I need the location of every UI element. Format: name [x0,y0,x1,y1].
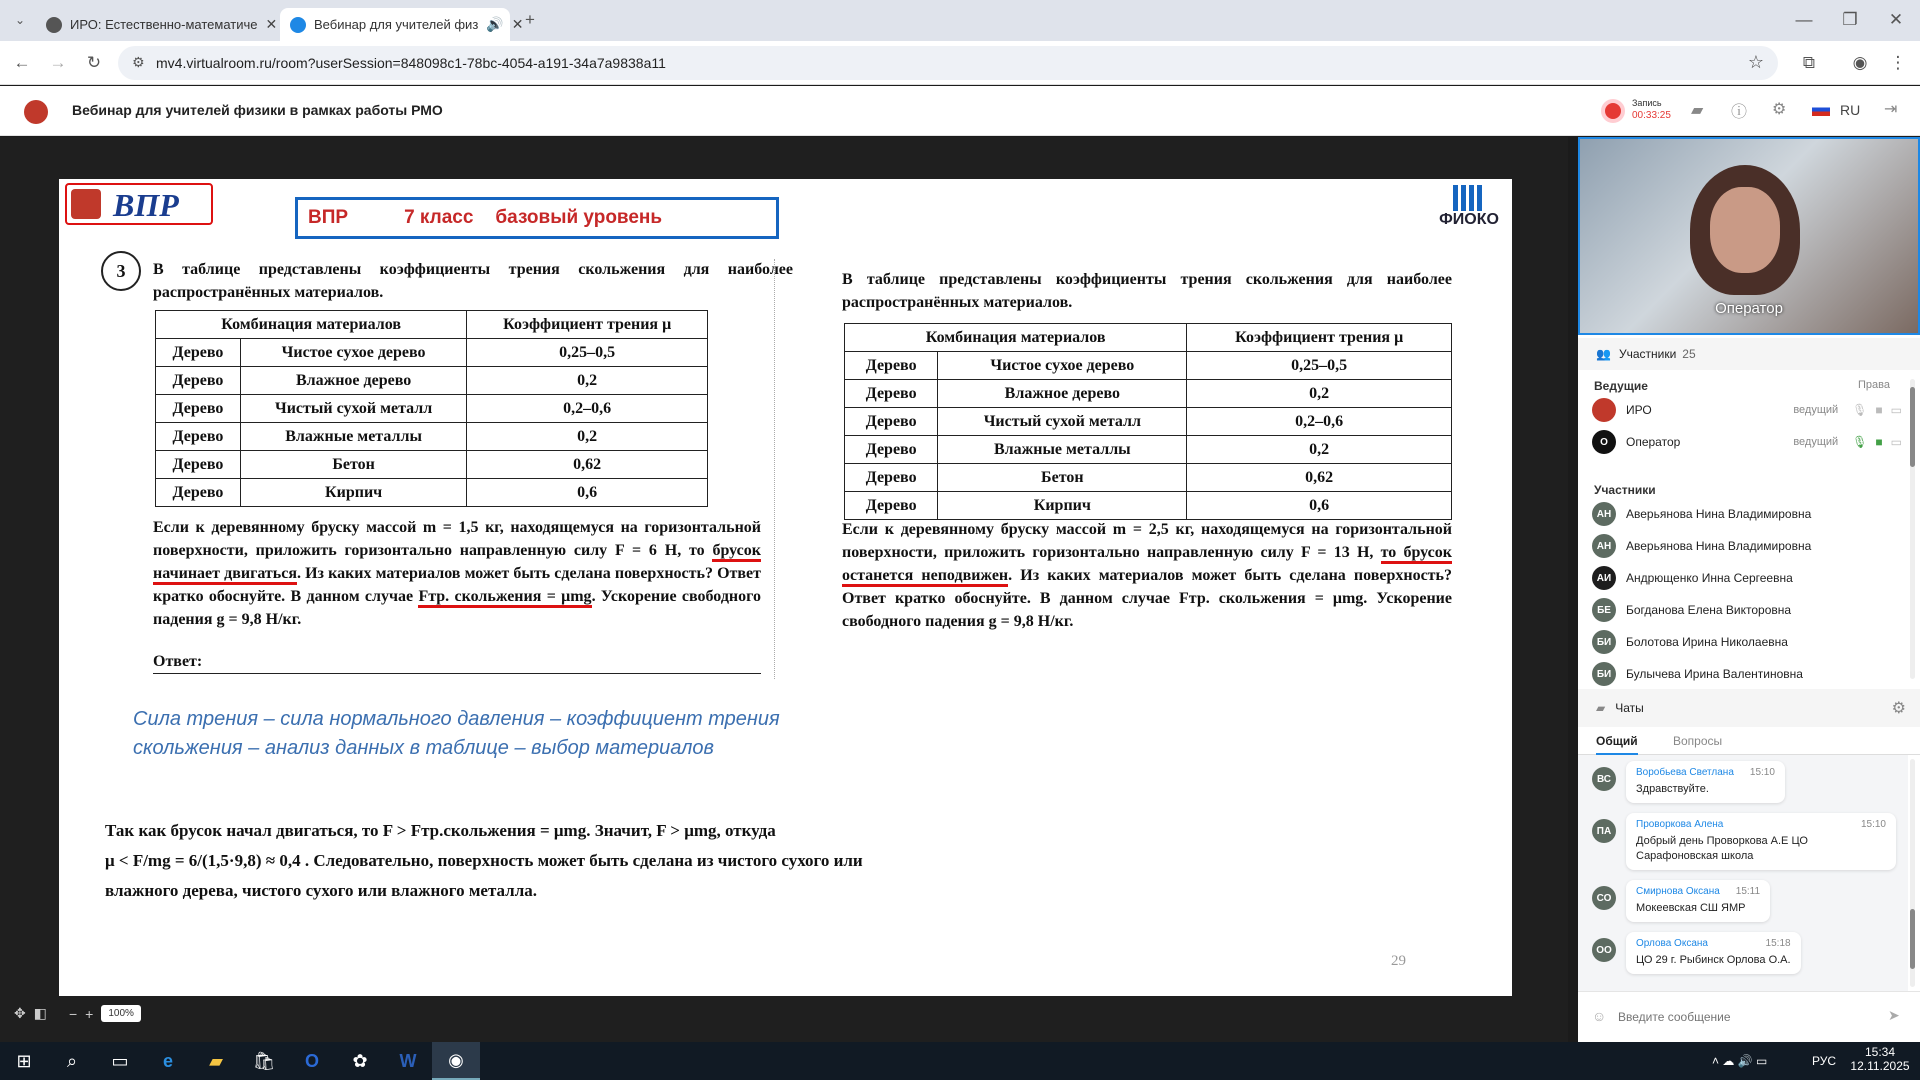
avatar [1592,398,1616,422]
chat-message [1592,932,1908,974]
screen-share-icon[interactable]: ▭ [1890,435,1902,449]
exit-icon[interactable]: ⇥ [1884,101,1898,118]
info-icon[interactable]: ⓘ [1731,104,1748,121]
chat-message [1592,880,1908,922]
participant-name: Богданова Елена Викторовна [1626,603,1792,617]
send-icon[interactable]: ➤ [1888,1007,1900,1023]
mic-icon[interactable]: 🎙 [1852,403,1868,417]
tab-questions[interactable]: Вопросы [1673,734,1723,748]
profile-icon[interactable]: ◉ [1852,53,1868,72]
chat-author: Смирнова Оксана [1636,886,1720,897]
presentation-slide [59,179,1512,996]
answer-line: Ответ: [153,650,761,674]
table-cell: 0,6 [1187,492,1452,520]
chrome-icon[interactable]: ◉ [432,1042,480,1080]
chat-time: 15:11 [1735,886,1761,897]
settings-icon[interactable]: ⚙ [1772,101,1787,118]
task-text-right: Если к деревянному бруску массой m = 2,5 кг, находящемуся на горизонтальной поверхности, приложить горизонтально направленную силу F = 13 Н, то брусок останется неподвижен. Из каких материалов может быть сделана поверхность? Ответ кратко обоснуйте. В данном случае Fтр. скольжения = μmg. Ускорение свободного падения g = 9,8 Н/кг. [842,521,1452,630]
underlined-phrase: то брусок останется неподвижен [842,544,1452,587]
table-row [845,408,1452,436]
participant-role: ведущий [1793,404,1839,416]
extensions-icon[interactable]: ⧉ [1802,53,1816,72]
solution-line: μ < F/mg = 6/(1,5·9,8) ≈ 0,4 . Следовательно, поверхность может быть сделана из чистого сухого или [105,851,863,870]
zoom-level[interactable]: 100% [101,1005,141,1022]
table-cell: Дерево [845,492,938,520]
members-label: Участники [1594,483,1656,497]
move-icon[interactable]: ✥ [14,1005,26,1021]
avatar: О [1592,430,1616,454]
table-cell: Дерево [845,464,938,492]
table-cell: Дерево [156,367,241,395]
table-cell: 0,62 [1187,464,1452,492]
table-cell: 0,2–0,6 [1187,408,1452,436]
table-cell: Дерево [156,395,241,423]
browser-tab-bar [0,0,1920,41]
app-icon[interactable]: ✿ [352,1050,368,1071]
chat-text: ЦО 29 г. Рыбинск Орлова О.А. [1636,954,1791,966]
table-cell: 0,25–0,5 [467,339,708,367]
table-cell: 0,62 [467,451,708,479]
table-row [156,451,708,479]
table-cell: Кирпич [240,479,466,507]
tab-webinar[interactable]: Вебинар для учителей физ 🔊 ✕ [280,8,510,41]
task-intro-right: В таблице представлены коэффициенты трения скольжения для наиболее распространённых материалов. [842,271,1452,311]
members-list [1592,498,1902,681]
table-cell: 0,2 [1187,380,1452,408]
screen-share-icon[interactable]: ▭ [1890,403,1902,417]
avatar: ОО [1592,938,1616,962]
hosts-label: Ведущие [1594,379,1648,393]
menu-icon[interactable]: ⋮ [1889,53,1907,72]
task-number: 3 [101,251,141,291]
tab-iro[interactable]: ИРО: Естественно-математиче ✕ [36,8,276,41]
friction-table-left [155,310,708,507]
chat-message [1592,761,1908,803]
table-cell: Дерево [156,451,241,479]
participants-header[interactable]: 👥 Участники 25 [1578,338,1920,370]
table-cell: 0,6 [467,479,708,507]
table-header: Коэффициент трения μ [1187,324,1452,352]
clock[interactable]: 15:34 12.11.2025 [1850,1045,1910,1073]
chat-messages [1578,755,1908,991]
chat-text: Добрый день Проворкова А.Е ЦО Сарафоновская школа [1636,835,1808,862]
underlined-phrase: брусок начинает двигаться [153,542,761,585]
member-row[interactable] [1592,530,1902,562]
table-cell: 0,2 [467,423,708,451]
table-row [156,339,708,367]
table-row [845,352,1452,380]
table-row [845,436,1452,464]
record-label: Запись [1632,98,1662,108]
table-header: Комбинация материалов [156,311,467,339]
bookmark-star-icon[interactable]: ☆ [1747,52,1764,72]
fit-icon[interactable]: ◧ [33,1005,47,1021]
table-cell: 0,2 [467,367,708,395]
underlined-formula: Fтр. скольжения = μmg [418,588,591,608]
avatar: БЕ [1592,598,1616,622]
table-row [156,395,708,423]
vpr-banner: ВПР 7 класс базовый уровень [295,197,779,239]
table-cell: 0,25–0,5 [1187,352,1452,380]
url-field[interactable]: ⚙ mv4.virtualroom.ru/room?userSession=848098c1-78bc-4054-a191-34a7a9838a11 ☆ [118,46,1778,80]
task-text-left: Если к деревянному бруску массой m = 1,5 кг, находящемуся на горизонтальной поверхности, приложить горизонтально направленную силу F = 6 Н, то брусок начинает двигаться. Из каких материалов может быть сделана поверхность? Ответ кратко обоснуйте. В данном случае Fтр. скольжения = μmg. Ускорение свободного падения g = 9,8 Н/кг. [153,519,761,628]
solution-line: влажного дерева, чистого сухого или влажного металла. [105,881,538,900]
video-caption: Оператор [1715,300,1783,317]
close-tab-icon[interactable]: ✕ [265,16,278,32]
participant-name: ИРО [1626,403,1652,417]
avatar: СО [1592,886,1616,910]
new-tab-icon[interactable]: + [525,10,535,29]
people-icon: 👥 [1596,347,1611,361]
solution-line: Так как брусок начал двигаться, то F > Fтр.скольжения = μmg. Значит, F > μmg, откуда [105,821,776,840]
chat-input-bar [1578,991,1920,1042]
participant-role: ведущий [1793,436,1839,448]
app-header [0,86,1920,136]
avatar: АН [1592,502,1616,526]
close-window-icon[interactable]: ✕ [1888,10,1904,29]
friction-table-right [844,323,1452,520]
avatar: ПА [1592,819,1616,843]
fioko-emblem-icon [1453,185,1485,211]
table-row [156,423,708,451]
globe-icon [46,17,62,33]
chat-author: Проворкова Алена [1636,819,1724,830]
tab-general[interactable]: Общий [1596,734,1638,755]
avatar: БИ [1592,662,1616,686]
table-cell: Дерево [845,408,938,436]
table-cell: Влажное дерево [240,367,466,395]
member-row[interactable] [1592,594,1902,626]
table-cell: Чистый сухой металл [240,395,466,423]
chat-message [1592,813,1908,870]
avatar: АН [1592,534,1616,558]
chat-author: Орлова Оксана [1636,938,1708,949]
hosts-list [1592,394,1902,458]
table-row [845,492,1452,520]
chat-text: Мокеевская СШ ЯМР [1636,902,1746,914]
video-feed[interactable] [1578,137,1920,335]
host-row[interactable] [1592,426,1902,458]
avatar: ВС [1592,767,1616,791]
zoom-in-button[interactable]: + [85,1005,94,1022]
camera-icon[interactable]: ■ [1875,435,1883,449]
app-logo-icon [24,100,48,124]
table-cell: 0,2 [1187,436,1452,464]
participant-name: Аверьянова Нина Владимировна [1626,539,1812,553]
chat-author: Воробьева Светлана [1636,767,1734,778]
close-tab-icon[interactable]: ✕ [511,16,524,32]
table-row [156,479,708,507]
divider [774,259,775,679]
zoom-out-button[interactable]: − [68,1005,78,1022]
table-cell: Влажные металлы [240,423,466,451]
word-icon[interactable]: W [399,1050,417,1071]
record-time: 00:33:25 [1632,110,1671,121]
participant-name: Андрющенко Инна Сергеевна [1626,571,1793,585]
participant-name: Булычева Ирина Валентиновна [1626,667,1803,681]
table-cell: Дерево [845,352,938,380]
table-cell: Влажное дерево [938,380,1187,408]
chat-tabs [1578,727,1920,755]
windows-start-icon[interactable]: ⊞ [16,1050,32,1071]
table-cell: Чистый сухой металл [938,408,1187,436]
chat-message-input[interactable] [1618,1002,1878,1032]
solution-text [105,816,985,906]
file-explorer-icon[interactable]: ▰ [209,1050,223,1071]
table-cell: Дерево [156,423,241,451]
table-cell: Бетон [938,464,1187,492]
chat-text: Здравствуйте. [1636,783,1709,795]
chat-scrollbar[interactable] [1910,759,1915,987]
host-row[interactable] [1592,394,1902,426]
back-icon[interactable]: ← [13,53,31,72]
member-row[interactable] [1592,562,1902,594]
task-view-icon[interactable]: ▭ [111,1050,129,1071]
participant-name: Аверьянова Нина Владимировна [1626,507,1812,521]
chats-header: ▰ Чаты ⚙ [1578,689,1920,727]
tray-icons[interactable]: ˄ ☁ 🔊 ▭ [1712,1054,1768,1068]
vpr-logo: ВПР [65,183,213,225]
avatar: АИ [1592,566,1616,590]
tab-search-icon[interactable]: ⌄ [14,13,26,27]
blue-note: Сила трения – сила нормального давления – коэффициент трения скольжения – анализ данных в таблице – выбор материалов [133,708,780,759]
mic-icon[interactable]: 🎙 [1852,435,1868,449]
page-number: 29 [1391,953,1406,969]
edge-icon[interactable]: e [162,1050,173,1071]
member-row[interactable] [1592,626,1902,658]
participant-name: Болотова Ирина Николаевна [1626,635,1788,649]
chat-icon: ▰ [1596,701,1606,715]
table-row [845,380,1452,408]
table-cell: Влажные металлы [938,436,1187,464]
table-cell: 0,2–0,6 [467,395,708,423]
forward-icon[interactable]: → [49,53,67,72]
search-icon[interactable]: ⌕ [66,1050,78,1071]
windows-taskbar [0,1042,1920,1080]
webinar-title: Вебинар для учителей физики в рамках работы РМО [72,102,443,118]
table-cell: Чистое сухое дерево [938,352,1187,380]
record-icon[interactable] [1601,99,1625,123]
chat-settings-icon[interactable]: ⚙ [1891,700,1906,717]
chat-time: 15:10 [1749,767,1775,778]
russia-flag-icon[interactable] [1812,103,1830,116]
chat-time: 15:10 [1860,819,1886,830]
table-header: Комбинация материалов [845,324,1187,352]
restore-icon[interactable]: ❐ [1842,10,1858,29]
table-cell: Дерево [156,339,241,367]
outlook-icon[interactable]: O [304,1050,319,1071]
participant-name: Оператор [1626,435,1681,449]
table-cell: Чистое сухое дерево [240,339,466,367]
avatar: БИ [1592,630,1616,654]
emoji-icon[interactable]: ☺ [1592,1008,1607,1024]
input-language[interactable]: РУС [1812,1054,1837,1068]
table-cell: Дерево [156,479,241,507]
site-info-icon[interactable]: ⚙ [132,54,145,70]
table-cell: Дерево [845,380,938,408]
camera-icon[interactable]: ■ [1875,403,1883,417]
member-row[interactable] [1592,498,1902,530]
table-cell: Бетон [240,451,466,479]
zoom-controls [14,1005,141,1022]
fioko-logo: ФИОКО [1434,185,1504,229]
browser-address-bar [0,41,1920,85]
store-icon[interactable]: 🛍 [252,1050,276,1071]
vpr-emblem-icon [71,189,101,219]
table-row [845,464,1452,492]
folder-icon[interactable]: ▰ [1691,102,1704,119]
audio-icon[interactable]: 🔊 [486,16,504,32]
table-header: Коэффициент трения μ [467,311,708,339]
reload-icon[interactable]: ↻ [86,53,102,72]
right-panel [1578,137,1920,1042]
chat-time: 15:18 [1765,938,1791,949]
rights-label: Права [1858,379,1890,391]
member-row[interactable] [1592,658,1902,690]
minimize-icon[interactable]: — [1795,10,1813,29]
table-cell: Кирпич [938,492,1187,520]
participants-scrollbar[interactable] [1910,379,1915,679]
virtualroom-icon [290,17,306,33]
table-cell: Дерево [845,436,938,464]
speaker-face [1710,187,1780,273]
table-row [156,367,708,395]
task-intro-left: В таблице представлены коэффициенты трения скольжения для наиболее распространённых материалов. [153,261,793,301]
language-label[interactable]: RU [1840,102,1861,118]
